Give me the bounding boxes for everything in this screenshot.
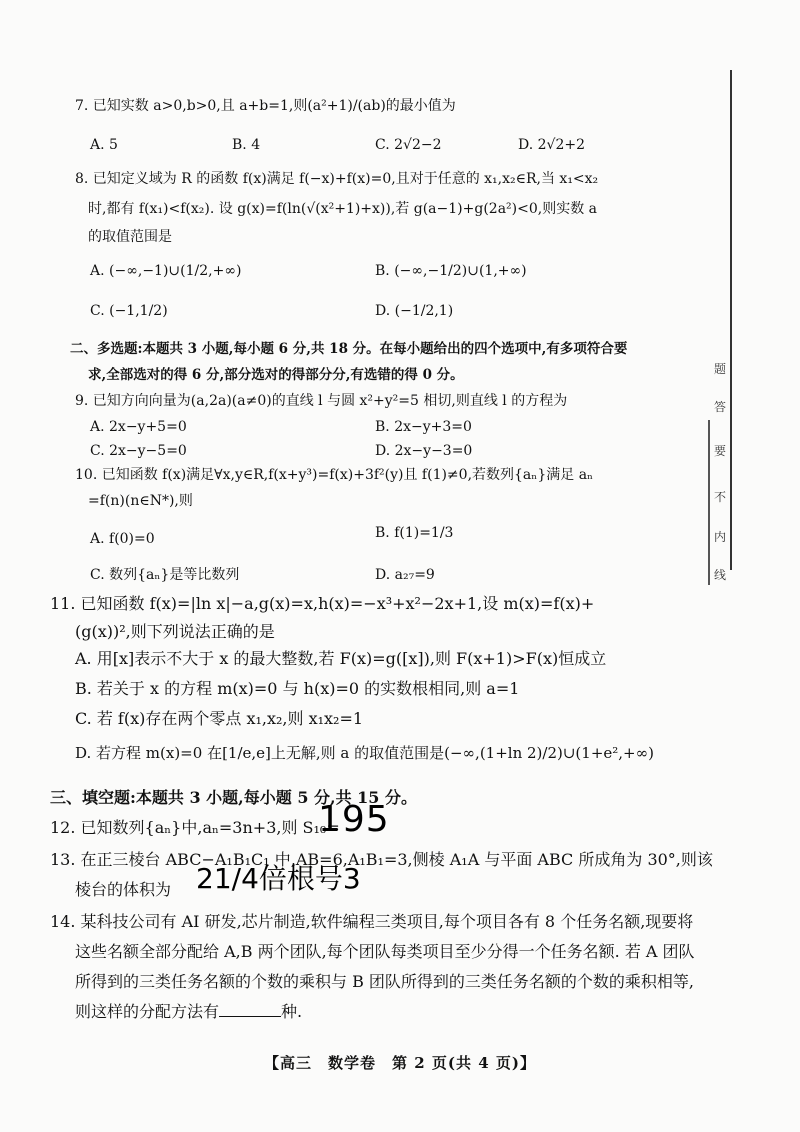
q7-option-a: A. 5 xyxy=(90,137,118,153)
q7-option-c: C. 2√2−2 xyxy=(375,137,442,153)
q11-option-a: A. 用[x]表示不大于 x 的最大整数,若 F(x)=g([x]),则 F(x+1)>F(x)恒成立 xyxy=(75,649,607,668)
q13-handwritten-answer: 21/4倍根号3 xyxy=(196,862,361,895)
q12-stem: 12. 已知数列{aₙ}中,aₙ=3n+3,则 S₁₀= xyxy=(50,818,340,837)
q14-line1: 14. 某科技公司有 AI 研发,芯片制造,软件编程三类项目,每个项目各有 8 个任务名额,现要将 xyxy=(50,912,694,931)
section3-heading: 三、填空题:本题共 3 小题,每小题 5 分,共 15 分。 xyxy=(50,788,418,807)
page-footer: 【高三 数学卷 第 2 页(共 4 页)】 xyxy=(264,1054,536,1072)
q10-stem-line1: 10. 已知函数 f(x)满足∀x,y∈R,f(x+y³)=f(x)+3f²(y)且 f(1)≠0,若数列{aₙ}满足 aₙ xyxy=(75,467,594,483)
q10-option-d: D. a₂₇=9 xyxy=(375,567,435,583)
q8-stem-line1: 8. 已知定义域为 R 的函数 f(x)满足 f(−x)+f(x)=0,且对于任意的 x₁,x₂∈R,当 x₁<x₂ xyxy=(75,171,599,187)
q7-stem: 7. 已知实数 a>0,b>0,且 a+b=1,则(a²+1)/(ab)的最小值为 xyxy=(75,98,456,114)
q14-answer-blank[interactable] xyxy=(219,1002,281,1017)
q8-option-b: B. (−∞,−1/2)∪(1,+∞) xyxy=(375,263,527,279)
binding-line-inner xyxy=(708,420,710,585)
side-char-4: 不 xyxy=(714,490,727,504)
q7-option-b: B. 4 xyxy=(232,137,261,153)
q8-stem-line3: 的取值范围是 xyxy=(88,229,172,245)
q10-option-b: B. f(1)=1/3 xyxy=(375,525,454,541)
q14-line3: 所得到的三类任务名额的个数的乘积与 B 团队所得到的三类任务名额的个数的乘积相等, xyxy=(75,972,695,991)
q7-option-d: D. 2√2+2 xyxy=(518,137,585,153)
q14-line4-prefix: 则这样的分配方法有 xyxy=(75,1002,220,1021)
q14-line2: 这些名额全部分配给 A,B 两个团队,每个团队每类项目至少分得一个任务名额. 若 A 团队 xyxy=(75,942,695,961)
side-char-3: 要 xyxy=(714,444,727,458)
side-char-6: 线 xyxy=(714,568,727,582)
q9-option-c: C. 2x−y−5=0 xyxy=(90,443,187,459)
q8-stem-line2: 时,都有 f(x₁)<f(x₂). 设 g(x)=f(ln(√(x²+1)+x)),若 g(a−1)+g(2a²)<0,则实数 a xyxy=(88,201,597,217)
q9-option-d: D. 2x−y−3=0 xyxy=(375,443,473,459)
q14-line4-suffix: 种. xyxy=(281,1002,303,1021)
side-char-2: 答 xyxy=(714,400,727,414)
q11-option-b: B. 若关于 x 的方程 m(x)=0 与 h(x)=0 的实数根相同,则 a=1 xyxy=(75,679,520,698)
q11-option-c: C. 若 f(x)存在两个零点 x₁,x₂,则 x₁x₂=1 xyxy=(75,709,364,728)
q10-stem-line2: =f(n)(n∈N*),则 xyxy=(88,493,193,509)
binding-line xyxy=(730,70,732,570)
q9-option-b: B. 2x−y+3=0 xyxy=(375,419,472,435)
q10-option-c: C. 数列{aₙ}是等比数列 xyxy=(90,567,240,583)
section2-line1: 二、多选题:本题共 3 小题,每小题 6 分,共 18 分。在每小题给出的四个选项中,有多项符合要 xyxy=(70,341,628,357)
q12-handwritten-answer: 195 xyxy=(318,799,390,840)
q14-line4 xyxy=(75,1002,302,1022)
q9-option-a: A. 2x−y+5=0 xyxy=(90,419,187,435)
section2-line2: 求,全部选对的得 6 分,部分选对的得部分分,有选错的得 0 分。 xyxy=(88,367,464,383)
q9-stem: 9. 已知方向向量为(a,2a)(a≠0)的直线 l 与圆 x²+y²=5 相切,则直线 l 的方程为 xyxy=(75,393,568,409)
q8-option-a: A. (−∞,−1)∪(1/2,+∞) xyxy=(90,263,242,279)
q11-option-d: D. 若方程 m(x)=0 在[1/e,e]上无解,则 a 的取值范围是(−∞,(1+ln 2)/2)∪(1+e²,+∞) xyxy=(75,744,654,762)
q8-option-c: C. (−1,1/2) xyxy=(90,303,168,319)
q13-stem-line1: 13. 在正三棱台 ABC−A₁B₁C₁ 中,AB=6,A₁B₁=3,侧棱 A₁A 与平面 ABC 所成角为 30°,则该 xyxy=(50,850,713,869)
side-char-1: 题 xyxy=(714,362,727,376)
q11-stem-line1: 11. 已知函数 f(x)=|ln x|−a,g(x)=x,h(x)=−x³+x²−2x+1,设 m(x)=f(x)+ xyxy=(50,594,595,613)
q11-stem-line2: (g(x))²,则下列说法正确的是 xyxy=(75,622,275,641)
q8-option-d: D. (−1/2,1) xyxy=(375,303,454,319)
side-char-5: 内 xyxy=(714,530,727,544)
q13-stem-line2: 棱台的体积为 xyxy=(75,880,172,899)
q10-option-a: A. f(0)=0 xyxy=(90,531,155,547)
